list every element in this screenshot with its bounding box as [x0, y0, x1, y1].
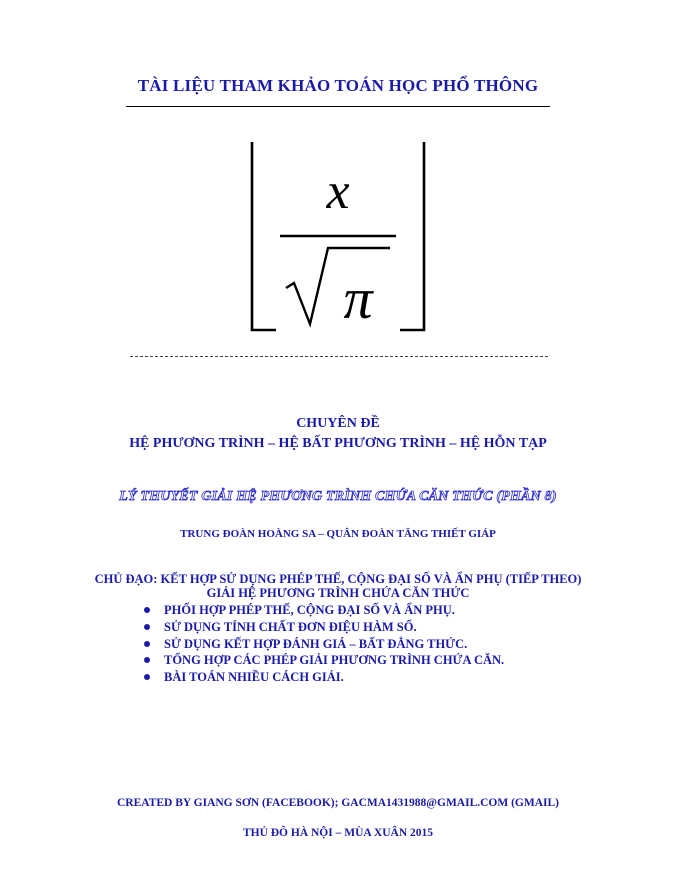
left-floor-bracket	[252, 142, 276, 330]
formula-numerator: x	[326, 163, 350, 220]
header-underline	[126, 106, 550, 107]
topic-bullet-list	[144, 602, 504, 686]
floor-formula	[240, 140, 436, 336]
document-header-title: TÀI LIỆU THAM KHẢO TOÁN HỌC PHỔ THÔNG	[137, 76, 539, 95]
bullet-dot-icon	[144, 607, 150, 613]
list-item: TỔNG HỢP CÁC PHÉP GIẢI PHƯƠNG TRÌNH CHỨA CĂN.	[144, 652, 504, 669]
topic-title: HỆ PHƯƠNG TRÌNH – HỆ BẤT PHƯƠNG TRÌNH – HỆ HỖN TẠP	[129, 436, 547, 451]
author-unit: TRUNG ĐOÀN HOÀNG SA – QUÂN ĐOÀN TĂNG THIẾT GIÁP	[180, 528, 496, 540]
place-date-line: THỦ ĐÔ HÀ NỘI – MÙA XUÂN 2015	[242, 827, 434, 839]
bullet-dot-icon	[144, 657, 150, 663]
list-item: PHỐI HỢP PHÉP THẾ, CỘNG ĐẠI SỐ VÀ ẨN PHỤ.	[144, 602, 504, 619]
lead-line-2: GIẢI HỆ PHƯƠNG TRÌNH CHỨA CĂN THỨC	[206, 586, 470, 600]
dashed-divider	[130, 356, 548, 357]
lead-block	[0, 572, 676, 600]
list-item: SỬ DỤNG KẾT HỢP ĐÁNH GIÁ – BẤT ĐẲNG THỨC.	[144, 636, 504, 653]
formula-denominator: π	[343, 266, 373, 331]
lead-line-1: CHỦ ĐẠO: KẾT HỢP SỬ DỤNG PHÉP THẾ, CỘNG ĐẠI SỐ VÀ ẨN PHỤ (TIẾP THEO)	[94, 572, 582, 586]
bullet-dot-icon	[144, 641, 150, 647]
list-item: BÀI TOÁN NHIỀU CÁCH GIẢI.	[144, 669, 504, 686]
list-item: SỬ DỤNG TÍNH CHẤT ĐƠN ĐIỆU HÀM SỐ.	[144, 619, 504, 636]
right-floor-bracket	[400, 142, 424, 330]
bullet-dot-icon	[144, 674, 150, 680]
outline-title: LÝ THUYẾT GIẢI HỆ PHƯƠNG TRÌNH CHỨA CĂN THỨC (PHẦN 8)	[119, 489, 557, 504]
created-by-line: CREATED BY GIANG SƠN (FACEBOOK); GACMA1431988@GMAIL.COM (GMAIL)	[116, 797, 560, 809]
topic-label: CHUYÊN ĐỀ	[296, 416, 380, 431]
sqrt-radical-icon	[286, 248, 390, 324]
bullet-dot-icon	[144, 624, 150, 630]
